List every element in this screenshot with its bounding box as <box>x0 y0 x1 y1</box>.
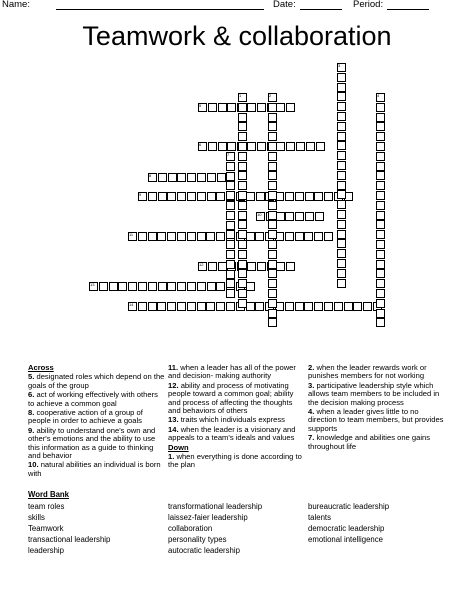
crossword-cell[interactable] <box>268 318 277 327</box>
crossword-cell[interactable] <box>226 260 235 269</box>
clue-item: 10. natural abilities an individual is born with <box>28 460 161 478</box>
word-bank-item: laissez-faier leadership <box>168 513 248 522</box>
crossword-cell[interactable] <box>257 103 266 112</box>
clue-number: 8 <box>149 173 152 178</box>
clue-item: 9. ability to understand one's own and other's emotions and the ability to use this information as a guide to thinking and behavior <box>28 425 156 461</box>
crossword-cell[interactable] <box>238 230 247 239</box>
word-bank-item: transformational leadership <box>168 502 263 511</box>
crossword-cell[interactable] <box>268 162 277 171</box>
crossword-cell[interactable] <box>226 279 235 288</box>
down-heading: Down <box>168 442 189 452</box>
crossword-cell[interactable] <box>216 282 225 291</box>
crossword-cell[interactable] <box>187 302 196 311</box>
crossword-cell[interactable] <box>376 201 385 210</box>
clue-item: 6. act of working effectively with others to achieve a common goal <box>28 390 158 408</box>
crossword-cell[interactable] <box>208 262 217 271</box>
crossword-cell[interactable] <box>376 191 385 200</box>
crossword-cell[interactable] <box>138 232 147 241</box>
crossword-cell[interactable] <box>247 142 256 151</box>
crossword-cell[interactable] <box>238 152 247 161</box>
crossword-cell[interactable] <box>226 172 235 181</box>
crossword-cell[interactable] <box>295 192 304 201</box>
crossword-cell[interactable] <box>216 192 225 201</box>
crossword-cell[interactable] <box>268 122 277 131</box>
clue-number: 4 <box>377 93 380 98</box>
crossword-cell[interactable] <box>376 103 385 112</box>
crossword-cell[interactable] <box>324 232 333 241</box>
crossword-cell[interactable] <box>187 173 196 182</box>
crossword-cell[interactable] <box>268 240 277 249</box>
crossword-cell[interactable] <box>167 282 176 291</box>
crossword-cell[interactable] <box>334 302 343 311</box>
crossword-cell[interactable] <box>337 141 346 150</box>
word-bank-item: skills <box>28 513 45 522</box>
clue-number: 13 <box>90 282 95 287</box>
crossword-cell[interactable] <box>268 171 277 180</box>
crossword-cell[interactable] <box>295 232 304 241</box>
clue-number: 11 <box>129 232 134 237</box>
crossword-cell[interactable] <box>337 210 346 219</box>
crossword-cell[interactable] <box>376 299 385 308</box>
crossword-cell[interactable] <box>208 142 217 151</box>
crossword-cell[interactable] <box>314 302 323 311</box>
crossword-cell[interactable] <box>337 102 346 111</box>
clue-number: 5 <box>199 103 202 108</box>
word-bank-item: bureaucratic leadership <box>308 502 390 511</box>
crossword-cell[interactable] <box>167 192 176 201</box>
crossword-cell[interactable] <box>268 191 277 200</box>
crossword-cell[interactable] <box>216 232 225 241</box>
crossword-cell[interactable] <box>246 282 255 291</box>
crossword-cell[interactable] <box>286 142 295 151</box>
crossword-cell[interactable] <box>344 302 353 311</box>
crossword-cell[interactable] <box>216 302 225 311</box>
crossword-cell[interactable] <box>197 282 206 291</box>
crossword-cell[interactable] <box>268 299 277 308</box>
crossword-cell[interactable] <box>306 142 315 151</box>
crossword-cell[interactable] <box>238 103 247 112</box>
word-bank-item: team roles <box>28 502 65 511</box>
clue-number: 3 <box>338 63 341 68</box>
crossword-cell[interactable] <box>157 232 166 241</box>
clue-item: 3. participative leadership style which allows team members to be included in the decision making process <box>308 380 440 407</box>
crossword-cell[interactable] <box>226 240 235 249</box>
crossword-cell[interactable] <box>376 318 385 327</box>
crossword-cell[interactable] <box>197 173 206 182</box>
crossword-cell[interactable] <box>376 113 385 122</box>
crossword-cell[interactable] <box>316 142 325 151</box>
crossword-cell[interactable] <box>268 309 277 318</box>
word-bank-col3 <box>308 501 389 545</box>
crossword-cell[interactable] <box>246 192 255 201</box>
crossword-cell[interactable] <box>226 230 235 239</box>
crossword-cell[interactable] <box>337 230 346 239</box>
crossword-cell[interactable] <box>353 302 362 311</box>
crossword-cell[interactable] <box>177 282 186 291</box>
crossword-cell[interactable] <box>208 103 217 112</box>
crossword-cell[interactable] <box>376 289 385 298</box>
crossword-cell[interactable] <box>376 181 385 190</box>
word-bank-item: autocratic leadership <box>168 546 240 555</box>
crossword-cell[interactable] <box>207 192 216 201</box>
crossword-cell[interactable] <box>226 289 235 298</box>
crossword-cell[interactable] <box>337 259 346 268</box>
crossword-cell[interactable] <box>177 302 186 311</box>
clue-number: 2 <box>269 93 272 98</box>
crossword-cell[interactable] <box>337 161 346 170</box>
crossword-cell[interactable] <box>315 212 324 221</box>
word-bank-item: emotional intelligence <box>308 535 383 544</box>
word-bank-item: personality types <box>168 535 227 544</box>
crossword-cell[interactable] <box>238 269 247 278</box>
clue-item: 5. designated roles which depend on the goals of the group <box>28 372 165 390</box>
crossword-cell[interactable] <box>238 260 247 269</box>
clue-item: 13. traits which individuals express <box>168 415 285 425</box>
crossword-cell[interactable] <box>158 282 167 291</box>
clue-number: 7 <box>227 152 230 157</box>
crossword-cell[interactable] <box>177 232 186 241</box>
crossword-cell[interactable] <box>337 151 346 160</box>
clue-number: 1 <box>239 93 242 98</box>
clue-number: 14 <box>129 302 134 307</box>
crossword-cell[interactable] <box>218 142 227 151</box>
crossword-cell[interactable] <box>226 181 235 190</box>
crossword-cell[interactable] <box>148 232 157 241</box>
crossword-cell[interactable] <box>286 262 295 271</box>
crossword-cell[interactable] <box>285 212 294 221</box>
crossword-cell[interactable] <box>238 122 247 131</box>
crossword-cell[interactable] <box>268 269 277 278</box>
crossword-cell[interactable] <box>238 171 247 180</box>
crossword-cell[interactable] <box>314 192 323 201</box>
word-bank-col1 <box>28 501 110 556</box>
crossword-cell[interactable] <box>158 192 167 201</box>
clue-item: 8. cooperative action of a group of people in order to achieve a goals <box>28 408 143 426</box>
crossword-cell[interactable] <box>187 192 196 201</box>
crossword-cell[interactable] <box>238 299 247 308</box>
crossword-cell[interactable] <box>238 181 247 190</box>
crossword-cell[interactable] <box>238 132 247 141</box>
crossword-cell[interactable] <box>226 191 235 200</box>
crossword-cell[interactable] <box>337 132 346 141</box>
crossword-cell[interactable] <box>167 232 176 241</box>
clue-number: 9 <box>139 192 142 197</box>
crossword-cell[interactable] <box>337 181 346 190</box>
clue-item: 14. when the leader is a visionary and appeals to a team's ideals and values <box>168 424 296 443</box>
crossword-cell[interactable] <box>128 282 137 291</box>
word-bank-item: talents <box>308 513 331 522</box>
crossword-cell[interactable] <box>138 302 147 311</box>
clues-across-col1 <box>28 364 166 479</box>
clue-item: 1. when everything is done according to the plan <box>168 452 302 470</box>
crossword-cell[interactable] <box>226 221 235 230</box>
crossword-cell[interactable] <box>296 142 305 151</box>
crossword-cell[interactable] <box>157 302 166 311</box>
crossword-cell[interactable] <box>363 302 372 311</box>
crossword-cell[interactable] <box>227 142 236 151</box>
crossword-cell[interactable] <box>276 103 285 112</box>
crossword-cell[interactable] <box>226 302 235 311</box>
crossword-cell[interactable] <box>285 302 294 311</box>
crossword-cell[interactable] <box>376 122 385 131</box>
period-label: Period: <box>353 0 384 10</box>
crossword-cell[interactable] <box>324 302 333 311</box>
crossword-cell[interactable] <box>337 83 346 92</box>
crossword-cell[interactable] <box>286 103 295 112</box>
word-bank-heading: Word Bank <box>28 490 70 499</box>
clue-item: 7. knowledge and abilities one gains throughout life <box>308 433 431 451</box>
crossword-cell[interactable] <box>247 103 256 112</box>
crossword-cell[interactable] <box>337 239 346 248</box>
crossword-cell[interactable] <box>238 201 247 210</box>
crossword-cell[interactable] <box>376 279 385 288</box>
crossword-cell[interactable] <box>247 262 256 271</box>
crossword-cell[interactable] <box>304 232 313 241</box>
crossword-cell[interactable] <box>268 181 277 190</box>
crossword-cell[interactable] <box>255 302 264 311</box>
crossword-cell[interactable] <box>197 192 206 201</box>
crossword-cell[interactable] <box>256 192 265 201</box>
crossword-cell[interactable] <box>148 302 157 311</box>
crossword-cell[interactable] <box>238 162 247 171</box>
word-bank-col2 <box>168 501 262 556</box>
clue-number: 12 <box>199 262 204 267</box>
clues-down-col3 <box>308 364 448 452</box>
crossword-cell[interactable] <box>376 250 385 259</box>
crossword-cell[interactable] <box>187 232 196 241</box>
crossword-cell[interactable] <box>337 112 346 121</box>
crossword-cell[interactable] <box>305 192 314 201</box>
crossword-cell[interactable] <box>376 211 385 220</box>
word-bank-item: transactional leadership <box>28 535 111 544</box>
crossword-cell[interactable] <box>177 173 186 182</box>
crossword-cell[interactable] <box>167 302 176 311</box>
name-label: Name: <box>2 0 30 10</box>
crossword-cell[interactable] <box>207 173 216 182</box>
crossword-cell[interactable] <box>238 279 247 288</box>
crossword-cell[interactable] <box>337 220 346 229</box>
crossword-cell[interactable] <box>118 282 127 291</box>
crossword-cell[interactable] <box>197 232 206 241</box>
crossword-cell[interactable] <box>376 152 385 161</box>
crossword-cell[interactable] <box>187 282 196 291</box>
crossword-cell[interactable] <box>337 279 346 288</box>
crossword-cell[interactable] <box>337 73 346 82</box>
crossword-cell[interactable] <box>376 142 385 151</box>
crossword-cell[interactable] <box>226 250 235 259</box>
crossword-cell[interactable] <box>305 212 314 221</box>
crossword-cell[interactable] <box>227 103 236 112</box>
crossword-cell[interactable] <box>268 152 277 161</box>
crossword-cell[interactable] <box>314 232 323 241</box>
crossword-cell[interactable] <box>238 250 247 259</box>
across-heading: Across <box>28 363 54 372</box>
crossword-cell[interactable] <box>238 220 247 229</box>
crossword-cell[interactable] <box>238 142 247 151</box>
crossword-cell[interactable] <box>376 162 385 171</box>
crossword-cell[interactable] <box>226 201 235 210</box>
crossword-cell[interactable] <box>268 279 277 288</box>
crossword-cell[interactable] <box>238 240 247 249</box>
clues-col2 <box>168 364 306 471</box>
clue-number: 10 <box>257 212 262 217</box>
crossword-cell[interactable] <box>138 282 147 291</box>
crossword-cell[interactable] <box>337 249 346 258</box>
crossword-cell[interactable] <box>217 173 226 182</box>
clue-number: 6 <box>199 142 202 147</box>
crossword-cell[interactable] <box>337 190 346 199</box>
crossword-cell[interactable] <box>257 262 266 271</box>
clue-item: 12. ability and process of motivating people toward a common goal; ability and process of affecting the thoughts and behaviors of others <box>168 380 294 416</box>
crossword-cell[interactable] <box>324 192 333 201</box>
crossword-cell[interactable] <box>268 260 277 269</box>
crossword-cell[interactable] <box>376 260 385 269</box>
crossword-cell[interactable] <box>337 122 346 131</box>
clue-item: 4. when a leader gives little to no direction to team members, but provides supports <box>308 407 444 433</box>
word-bank-item: collaboration <box>168 524 213 533</box>
crossword-cell[interactable] <box>376 269 385 278</box>
word-bank-item: Teamwork <box>28 524 64 533</box>
clue-item: 2. when the leader rewards work or punishes members for not working <box>308 363 427 381</box>
crossword-cell[interactable] <box>238 289 247 298</box>
crossword-cell[interactable] <box>376 171 385 180</box>
crossword-cell[interactable] <box>206 232 215 241</box>
crossword-cell[interactable] <box>268 103 277 112</box>
word-bank-item: democratic leadership <box>308 524 385 533</box>
crossword-cell[interactable] <box>376 240 385 249</box>
crossword-cell[interactable] <box>376 230 385 239</box>
date-label: Date: <box>273 0 296 10</box>
crossword-cell[interactable] <box>218 103 227 112</box>
crossword-cell[interactable] <box>148 282 157 291</box>
crossword-cell[interactable] <box>206 302 215 311</box>
crossword-cell[interactable] <box>337 200 346 209</box>
crossword-cell[interactable] <box>268 132 277 141</box>
crossword-cell[interactable] <box>226 270 235 279</box>
crossword-cell[interactable] <box>276 262 285 271</box>
crossword-cell[interactable] <box>376 309 385 318</box>
crossword-cell[interactable] <box>268 201 277 210</box>
crossword-cell[interactable] <box>285 192 294 201</box>
crossword-cell[interactable] <box>295 212 304 221</box>
crossword-cell[interactable] <box>109 282 118 291</box>
crossword-cell[interactable] <box>226 162 235 171</box>
crossword-cell[interactable] <box>268 230 277 239</box>
crossword-cell[interactable] <box>337 269 346 278</box>
crossword-cell[interactable] <box>285 232 294 241</box>
crossword-cell[interactable] <box>177 192 186 201</box>
crossword-cell[interactable] <box>99 282 108 291</box>
crossword-cell[interactable] <box>268 220 277 229</box>
crossword-cell[interactable] <box>268 113 277 122</box>
crossword-cell[interactable] <box>304 302 313 311</box>
crossword-cell[interactable] <box>168 173 177 182</box>
crossword-cell[interactable] <box>238 191 247 200</box>
crossword-cell[interactable] <box>268 250 277 259</box>
word-bank-item: leadership <box>28 546 64 555</box>
crossword-cell[interactable] <box>337 92 346 101</box>
crossword-cell[interactable] <box>158 173 167 182</box>
crossword-cell[interactable] <box>238 211 247 220</box>
crossword-cell[interactable] <box>376 132 385 141</box>
crossword-cell[interactable] <box>238 113 247 122</box>
crossword-cell[interactable] <box>268 142 277 151</box>
crossword-cell[interactable] <box>276 142 285 151</box>
page-title: Teamwork & collaboration <box>82 21 392 51</box>
crossword-cell[interactable] <box>207 282 216 291</box>
crossword-cell[interactable] <box>197 302 206 311</box>
crossword-cell[interactable] <box>148 192 157 201</box>
crossword-cell[interactable] <box>295 302 304 311</box>
clue-item: 11. when a leader has all of the power and decision- making authority <box>168 363 296 381</box>
crossword-cell[interactable] <box>268 289 277 298</box>
crossword-cell[interactable] <box>226 211 235 220</box>
crossword-cell[interactable] <box>257 142 266 151</box>
crossword-cell[interactable] <box>337 171 346 180</box>
crossword-cell[interactable] <box>376 220 385 229</box>
crossword-cell[interactable] <box>268 211 277 220</box>
crossword-cell[interactable] <box>255 232 264 241</box>
